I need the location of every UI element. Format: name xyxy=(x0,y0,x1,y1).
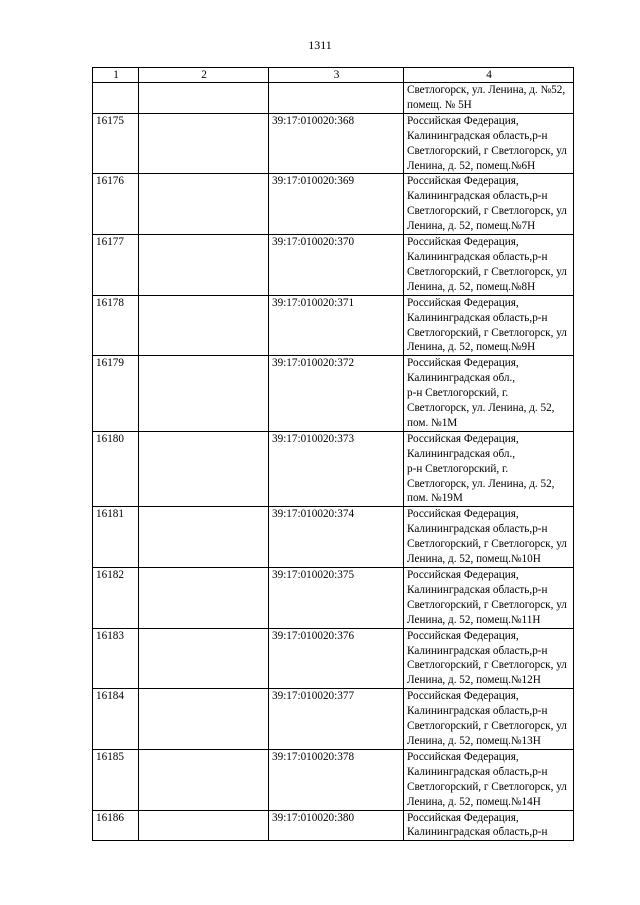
cell-col2 xyxy=(139,689,269,750)
address-line: Российская Федерация, xyxy=(407,432,519,445)
address-line: Калининградская область,р-н xyxy=(407,523,548,536)
address-line: Ленина, д. 52, помещ.№6Н xyxy=(407,159,536,172)
cell-col2 xyxy=(139,295,269,356)
cell-col2 xyxy=(139,628,269,689)
table-row xyxy=(93,295,574,356)
address-line: Светлогорский, г Светлогорск, ул xyxy=(407,144,567,157)
continuation-row xyxy=(93,83,574,114)
cell-col2 xyxy=(139,431,269,507)
address-line: пом. №19М xyxy=(407,492,463,505)
address-line: Светлогорский, г Светлогорск, ул xyxy=(407,326,567,339)
address-line: Калининградская область,р-н xyxy=(407,190,548,203)
cell-cadastral: 39:17:010020:375 xyxy=(269,568,404,629)
cell-address xyxy=(404,295,574,356)
cell-col2 xyxy=(139,356,269,432)
address-line: Калининградская обл., xyxy=(407,372,516,385)
address-line: помещ. № 5Н xyxy=(407,98,472,111)
registry-table xyxy=(92,67,574,841)
column-header-3: 3 xyxy=(269,68,404,83)
table-row xyxy=(93,810,574,841)
table-row xyxy=(93,356,574,432)
table-row xyxy=(93,235,574,296)
cell-number: 16178 xyxy=(93,295,139,356)
cell-address xyxy=(404,810,574,841)
address-line: Ленина, д. 52, помещ.№14Н xyxy=(407,795,541,808)
address-line: Калининградская обл., xyxy=(407,447,516,460)
cell-address xyxy=(404,174,574,235)
cell-address xyxy=(404,628,574,689)
cell-cadastral: 39:17:010020:369 xyxy=(269,174,404,235)
cell-number: 16183 xyxy=(93,628,139,689)
address-line: Светлогорск, ул. Ленина, д. 52, xyxy=(407,402,555,415)
cell-col2 xyxy=(139,113,269,174)
table-row xyxy=(93,174,574,235)
address-line: Ленина, д. 52, помещ.№9Н xyxy=(407,341,536,354)
cell-col2 xyxy=(139,235,269,296)
cell-cadastral xyxy=(269,83,404,114)
cell-number: 16182 xyxy=(93,568,139,629)
cell-address xyxy=(404,568,574,629)
address-line: Светлогорский, г Светлогорск, ул xyxy=(407,659,567,672)
cell-cadastral: 39:17:010020:374 xyxy=(269,507,404,568)
address-line: Светлогорский, г Светлогорск, ул xyxy=(407,265,567,278)
address-line: Ленина, д. 52, помещ.№7Н xyxy=(407,220,536,233)
table-body xyxy=(93,83,574,841)
cell-number: 16185 xyxy=(93,749,139,810)
cell-cadastral: 39:17:010020:371 xyxy=(269,295,404,356)
address-line: Российская Федерация, xyxy=(407,569,519,581)
cell-number: 16177 xyxy=(93,235,139,296)
address-line: Светлогорский, г Светлогорск, ул xyxy=(407,598,567,611)
cell-address xyxy=(404,507,574,568)
cell-cadastral: 39:17:010020:372 xyxy=(269,356,404,432)
address-line: р-н Светлогорский, г. xyxy=(407,462,509,475)
address-line: Ленина, д. 52, помещ.№11Н xyxy=(407,613,541,626)
address-line: Российская Федерация, xyxy=(407,296,519,309)
address-line: Светлогорский, г Светлогорск, ул xyxy=(407,780,567,793)
cell-col2 xyxy=(139,810,269,841)
cell-cadastral: 39:17:010020:378 xyxy=(269,749,404,810)
column-header-1: 1 xyxy=(93,68,139,83)
cell-cadastral: 39:17:010020:377 xyxy=(269,689,404,750)
column-header-2: 2 xyxy=(139,68,269,83)
address-line: Российская Федерация, xyxy=(407,508,519,521)
cell-cadastral: 39:17:010020:368 xyxy=(269,113,404,174)
address-line: Ленина, д. 52, помещ.№8Н xyxy=(407,280,536,293)
cell-number: 16179 xyxy=(93,356,139,432)
cell-cadastral: 39:17:010020:380 xyxy=(269,810,404,841)
address-line: Ленина, д. 52, помещ.№13Н xyxy=(407,734,541,747)
address-line: пом. №1М xyxy=(407,416,458,429)
address-line: Ленина, д. 52, помещ.№10Н xyxy=(407,553,541,566)
cell-address xyxy=(404,431,574,507)
address-line: Калининградская область,р-н xyxy=(407,311,548,324)
cell-cadastral: 39:17:010020:373 xyxy=(269,431,404,507)
cell-col2 xyxy=(139,507,269,568)
address-line: Российская Федерация, xyxy=(407,236,519,249)
cell-number: 16181 xyxy=(93,507,139,568)
address-line: Российская Федерация, xyxy=(407,690,519,703)
address-line: Светлогорский, г Светлогорск, ул xyxy=(407,720,567,733)
address-line: Российская Федерация, xyxy=(407,357,519,370)
address-line: Российская Федерация, xyxy=(407,629,519,642)
address-line: Калининградская область,р-н xyxy=(407,765,548,778)
cell-cadastral: 39:17:010020:370 xyxy=(269,235,404,296)
cell-address xyxy=(404,356,574,432)
cell-address xyxy=(404,689,574,750)
address-line: Калининградская область,р-н xyxy=(407,644,548,657)
address-line: Российская Федерация, xyxy=(407,175,519,188)
table-row xyxy=(93,749,574,810)
cell-number: 16184 xyxy=(93,689,139,750)
cell-address xyxy=(404,83,574,114)
address-line: Российская Федерация, xyxy=(407,811,519,824)
cell-number: 16186 xyxy=(93,810,139,841)
address-line: Светлогорский, г Светлогорск, ул xyxy=(407,205,567,218)
cell-address xyxy=(404,235,574,296)
cell-address xyxy=(404,113,574,174)
address-line: Калининградская область,р-н xyxy=(407,583,548,596)
cell-col2 xyxy=(139,83,269,114)
page-number: 1311 xyxy=(308,38,332,52)
table-header-row xyxy=(93,68,574,83)
address-line: Ленина, д. 52, помещ.№12Н xyxy=(407,674,541,687)
cell-col2 xyxy=(139,749,269,810)
address-line: Светлогорск, ул. Ленина, д. 52, xyxy=(407,477,555,490)
address-line: р-н Светлогорский, г. xyxy=(407,387,509,400)
cell-number: 16175 xyxy=(93,113,139,174)
address-line: Светлогорский, г Светлогорск, ул xyxy=(407,538,567,551)
address-line: Российская Федерация, xyxy=(407,114,519,127)
table-row xyxy=(93,431,574,507)
table-row xyxy=(93,113,574,174)
address-line: Калининградская область,р-н xyxy=(407,826,548,839)
address-line: Калининградская область,р-н xyxy=(407,129,548,142)
cell-address xyxy=(404,749,574,810)
cell-number xyxy=(93,83,139,114)
cell-col2 xyxy=(139,174,269,235)
table-row xyxy=(93,507,574,568)
address-line: Светлогорск, ул. Ленина, д. №52, xyxy=(407,84,566,96)
table-row xyxy=(93,689,574,750)
cell-number: 16180 xyxy=(93,431,139,507)
cell-col2 xyxy=(139,568,269,629)
column-header-4: 4 xyxy=(404,68,574,83)
address-line: Калининградская область,р-н xyxy=(407,250,548,263)
address-line: Калининградская область,р-н xyxy=(407,705,548,718)
table-row xyxy=(93,628,574,689)
table-row xyxy=(93,568,574,629)
cell-number: 16176 xyxy=(93,174,139,235)
address-line: Российская Федерация, xyxy=(407,750,519,763)
cell-cadastral: 39:17:010020:376 xyxy=(269,628,404,689)
